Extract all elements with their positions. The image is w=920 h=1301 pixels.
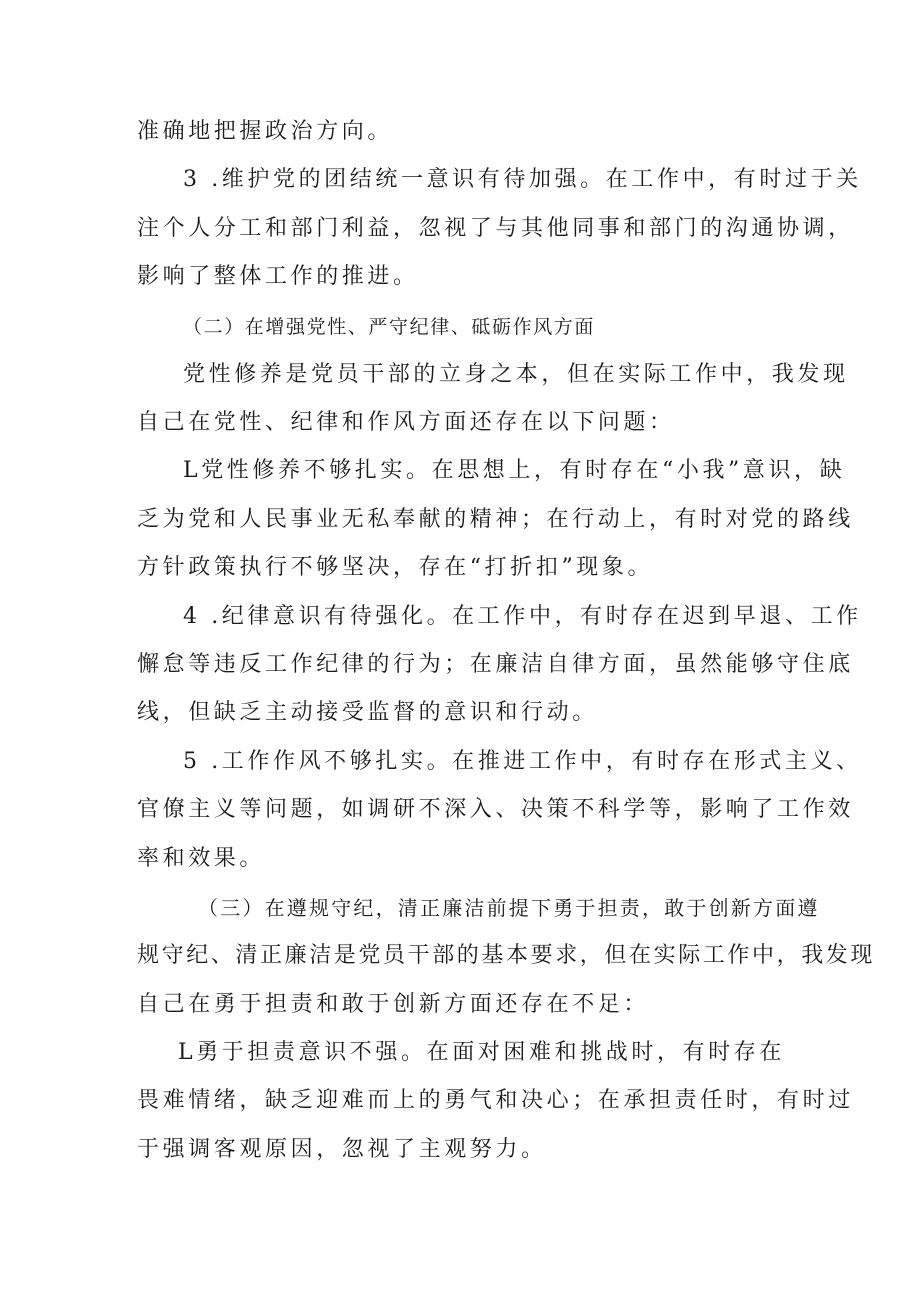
list-item-1b-line: L勇于担责意识不强。在面对困难和挑战时，有时存在: [178, 1040, 786, 1065]
text-line: 线，但缺乏主动接受监督的意识和行动。: [137, 700, 598, 725]
paragraph-line: 党性修养是党员干部的立身之本，但在实际工作中，我发现: [183, 362, 849, 387]
text-line: 规守纪、清正廉洁是党员干部的基本要求，但在实际工作中，我发现: [137, 943, 876, 968]
text-line: 乏为党和人民事业无私奉献的精神；在行动上，有时对党的路线: [137, 507, 854, 532]
section-heading-3: （三）在遵规守纪，清正廉洁前提下勇于担责，敢于创新方面遵: [198, 896, 820, 920]
text-line: 自己在勇于担责和敢于创新方面还存在不足：: [137, 992, 650, 1017]
text-line: 懈怠等违反工作纪律的行为；在廉洁自律方面，虽然能够守住底: [137, 652, 854, 677]
text-line: 官僚主义等问题，如调研不深入、决策不科学等，影响了工作效: [137, 797, 854, 822]
list-item-3-line: 3 .维护党的团结统一意识有待加强。在工作中，有时过于关: [183, 167, 862, 192]
list-item-5-line: 5 .工作作风不够扎实。在推进工作中，有时存在形式主义、: [183, 749, 862, 774]
text-line: 于强调客观原因，忽视了主观努力。: [137, 1137, 547, 1162]
list-item-1-line: L党性修养不够扎实。在思想上，有时存在“小我”意识，缺: [183, 458, 846, 483]
list-item-4-line: 4 .纪律意识有待强化。在工作中，有时存在迟到早退、工作: [183, 604, 862, 629]
text-line: 注个人分工和部门利益，忽视了与其他同事和部门的沟通协调，: [137, 216, 854, 241]
text-line: 畏难情绪，缺乏迎难而上的勇气和决心；在承担责任时，有时过: [137, 1088, 854, 1113]
text-line: 自己在党性、纪律和作风方面还存在以下问题：: [137, 410, 675, 435]
text-line: 率和效果。: [137, 846, 266, 871]
text-line: 准确地把握政治方向。: [137, 119, 394, 144]
text-line: 影响了整体工作的推进。: [137, 264, 419, 289]
text-line: 方针政策执行不够坚决，存在“打折扣”现象。: [137, 555, 654, 580]
section-heading-2: （二）在增强党性、严守纪律、砥砺作风方面: [183, 316, 596, 338]
